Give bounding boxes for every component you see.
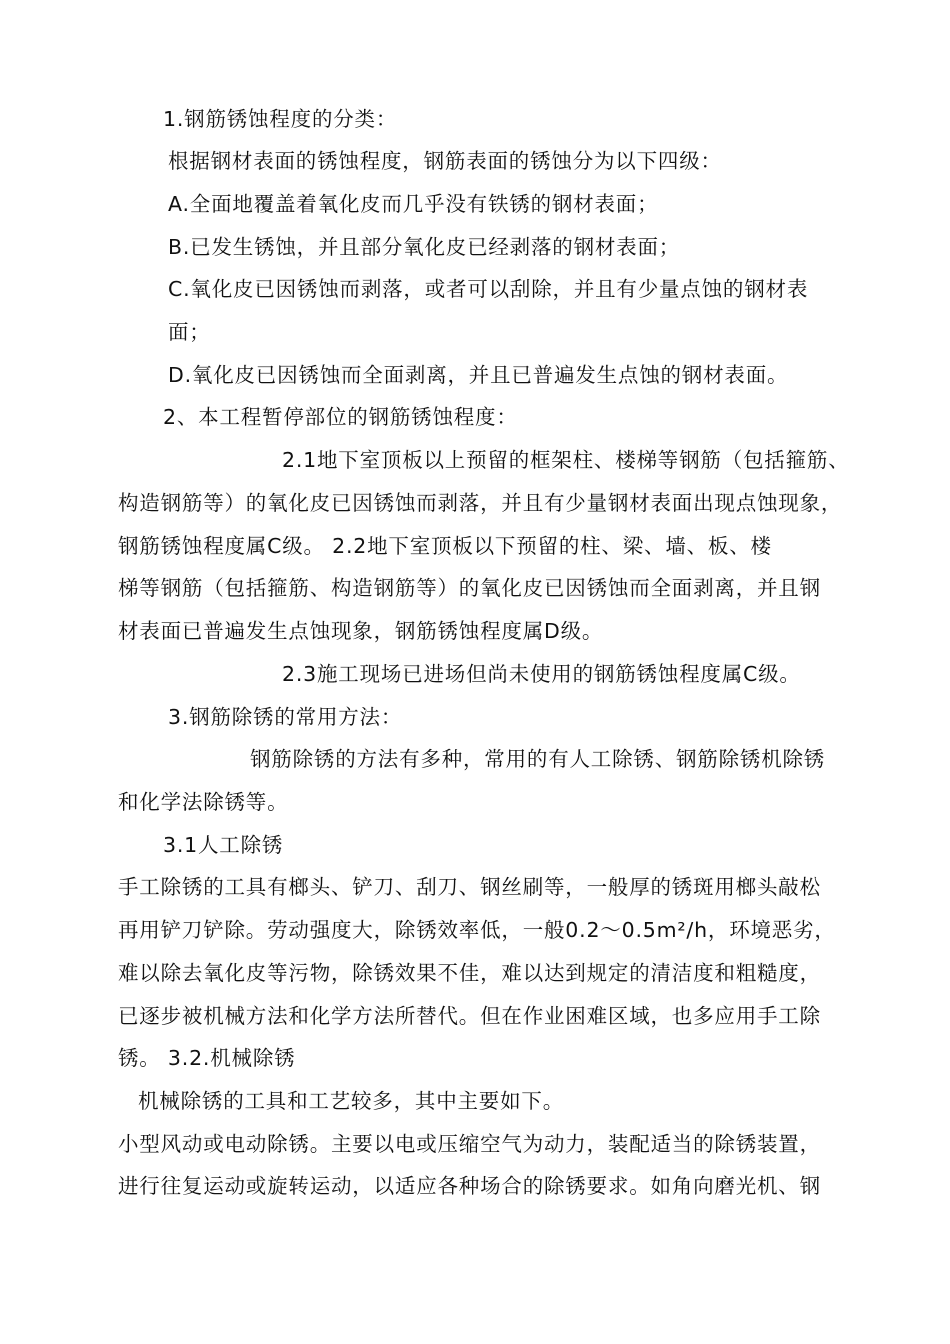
paragraph-line: 梯等钢筋（包括箍筋、构造钢筋等）的氧化皮已因锈蚀而全面剥离，并且钢 <box>118 576 821 600</box>
paragraph-line: 进行往复运动或旋转运动，以适应各种场合的除锈要求。如角向磨光机、钢 <box>118 1174 821 1198</box>
paragraph-line: 难以除去氧化皮等污物，除锈效果不佳，难以达到规定的清洁度和粗糙度， <box>118 961 821 985</box>
subheading-3-1: 3.1人工除锈 <box>163 833 284 857</box>
paragraph-line: 钢筋锈蚀程度属C级。 2.2地下室顶板以下预留的柱、梁、墙、板、楼 <box>118 534 772 558</box>
heading-1-classification: 1.钢筋锈蚀程度的分类： <box>163 107 398 131</box>
grade-d-line: D.氧化皮已因锈蚀而全面剥离，并且已普遍发生点蚀的钢材表面。 <box>168 363 789 387</box>
grade-c-line-cont: 面； <box>168 320 211 344</box>
heading-2-project-status: 2、本工程暂停部位的钢筋锈蚀程度： <box>163 405 518 429</box>
paragraph-line: 材表面已普遍发生点蚀现象，钢筋锈蚀程度属D级。 <box>118 619 604 643</box>
grade-b-line: B.已发生锈蚀，并且部分氧化皮已经剥落的钢材表面； <box>168 235 681 259</box>
paragraph-line: 2.1地下室顶板以上预留的框架柱、楼梯等钢筋（包括箍筋、 <box>282 448 850 472</box>
paragraph-line: 手工除锈的工具有榔头、铲刀、刮刀、钢丝刷等，一般厚的锈斑用榔头敲松 <box>118 875 821 899</box>
heading-3-methods: 3.钢筋除锈的常用方法： <box>168 705 403 729</box>
grade-a-line: A.全面地覆盖着氧化皮而几乎没有铁锈的钢材表面； <box>168 192 659 216</box>
paragraph-line: 根据钢材表面的锈蚀程度，钢筋表面的锈蚀分为以下四级： <box>168 149 722 173</box>
paragraph-line: 钢筋除锈的方法有多种，常用的有人工除锈、钢筋除锈机除锈 <box>250 747 826 771</box>
grade-c-line: C.氧化皮已因锈蚀而剥落，或者可以刮除，并且有少量点蚀的钢材表 <box>168 277 809 301</box>
paragraph-line: 2.3施工现场已进场但尚未使用的钢筋锈蚀程度属C级。 <box>282 662 801 686</box>
paragraph-line: 构造钢筋等）的氧化皮已因锈蚀而剥落，并且有少量钢材表面出现点蚀现象， <box>118 491 843 515</box>
paragraph-line: 再用铲刀铲除。劳动强度大，除锈效率低，一般0.2～0.5m²/h，环境恶劣， <box>118 918 836 942</box>
paragraph-line: 锈。 3.2.机械除锈 <box>118 1046 296 1070</box>
paragraph-line: 机械除锈的工具和工艺较多，其中主要如下。 <box>138 1089 564 1113</box>
paragraph-line: 和化学法除锈等。 <box>118 790 289 814</box>
paragraph-line: 小型风动或电动除锈。主要以电或压缩空气为动力，装配适当的除锈装置， <box>118 1132 821 1156</box>
paragraph-line: 已逐步被机械方法和化学方法所替代。但在作业困难区域，也多应用手工除 <box>118 1004 821 1028</box>
